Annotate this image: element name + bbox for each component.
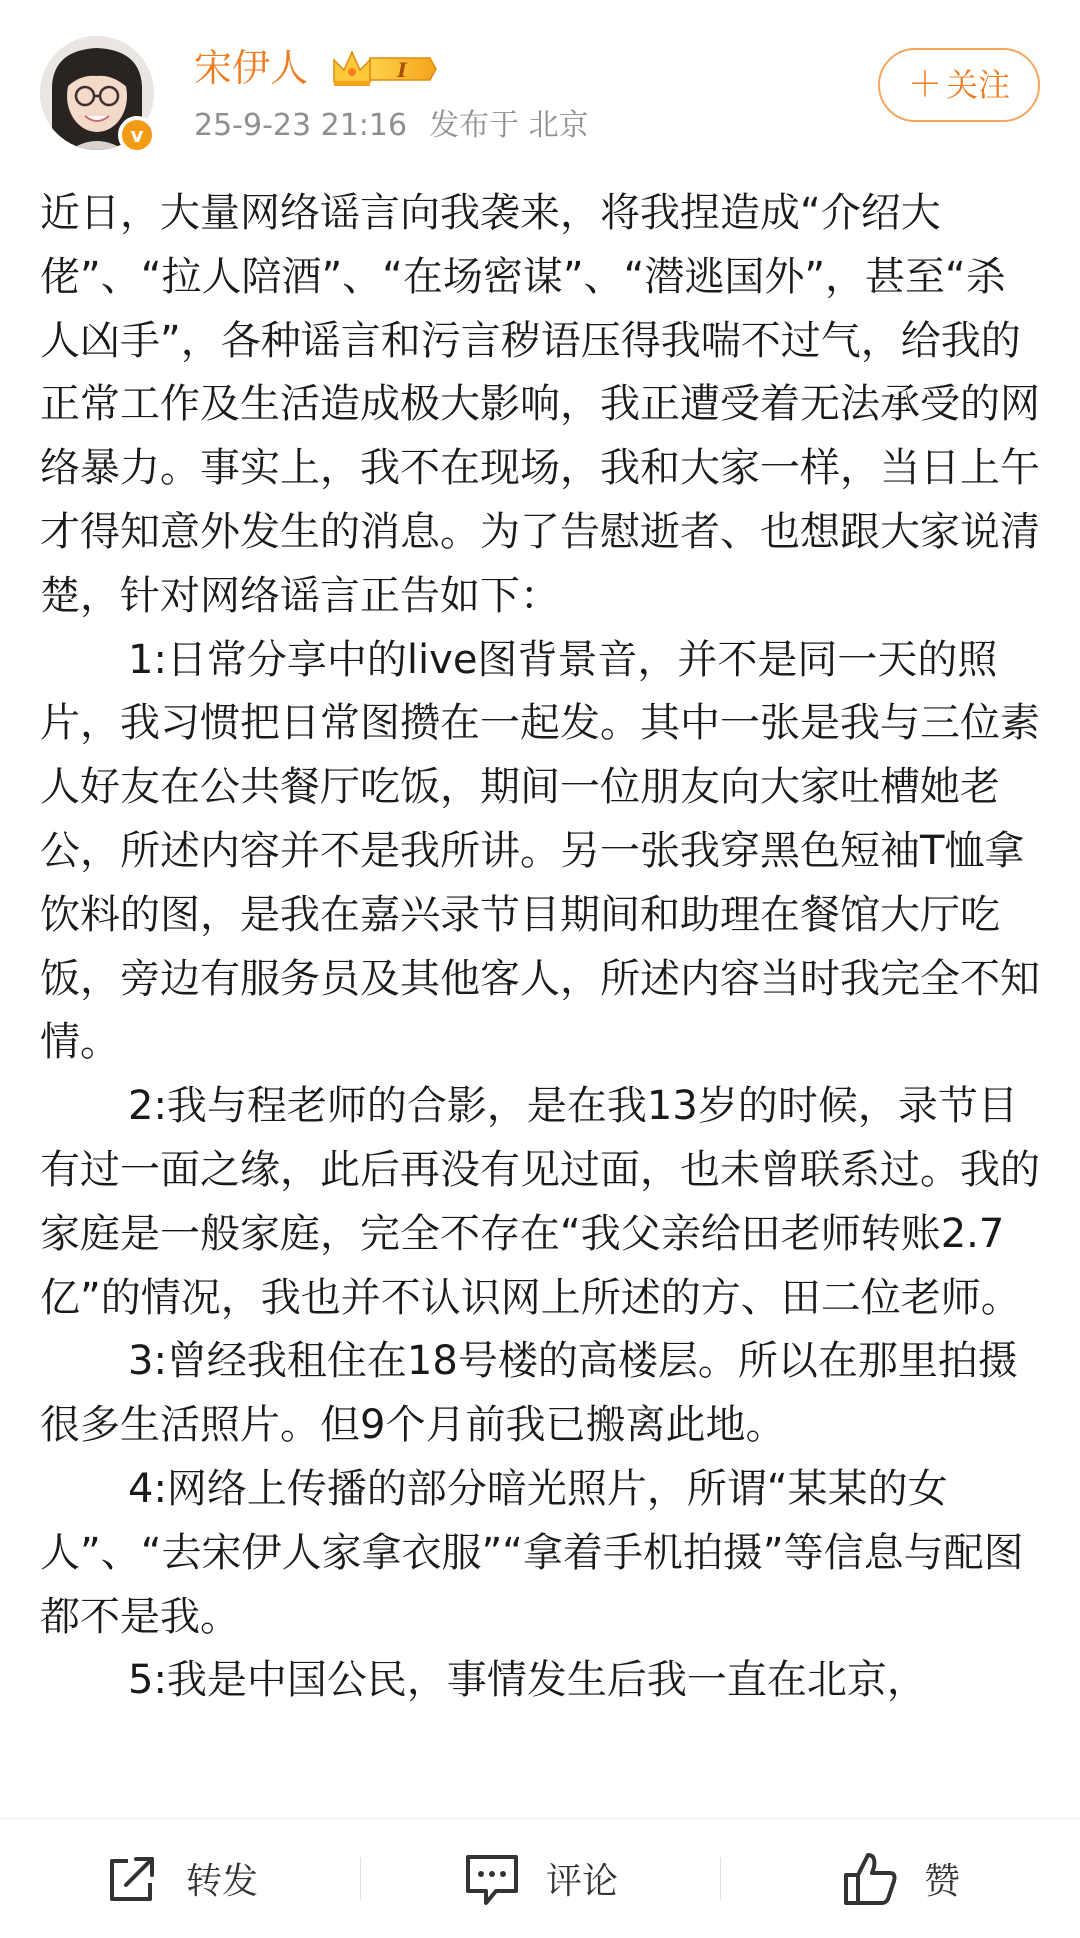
plus-icon: ＋ [907, 65, 942, 105]
verified-icon [118, 116, 156, 154]
repost-button[interactable] [0, 1819, 360, 1938]
follow-button[interactable] [878, 48, 1040, 122]
comment-icon [462, 1849, 522, 1909]
post-paragraph-1: 1:日常分享中的live图背景音，并不是同一天的照片，我习惯把日常图攒在一起发。其中一张是我与三位素人好友在公共餐厅吃饭，期间一位朋友向大家吐槽她老公，所述内容并不是我所讲。另一张我穿黑色短袖T恤拿饮料的图，是我在嘉兴录节目期间和助理在餐馆大厅吃饭，旁边有服务员及其他客人，所述内容当时我完全不知情。 [40, 636, 1040, 1066]
post-paragraph-3: 3:曾经我租住在18号楼的高楼层。所以在那里拍摄很多生活照片。但9个月前我已搬离此地。 [40, 1338, 1018, 1449]
username[interactable]: 宋伊人 [194, 46, 309, 90]
vip-level: I [397, 58, 407, 82]
post-location: 发布于 北京 [429, 108, 589, 143]
action-bar [0, 1818, 1080, 1937]
repost-label: 转发 [185, 1861, 258, 1902]
post-paragraph-4: 4:网络上传播的部分暗光照片，所谓“某某的女人”、“去宋伊人家拿衣服”“拿着手机拍摄”等信息与配图都不是我。 [40, 1465, 1024, 1640]
post-paragraph-2: 2:我与程老师的合影，是在我13岁的时候，录节目有过一面之缘，此后再没有见过面，也未曾联系过。我的家庭是一般家庭，完全不存在“我父亲给田老师转账2.7亿”的情况，我也并不认识网上所述的方、田二位老师。 [40, 1083, 1040, 1321]
post-paragraph-intro: 近日，大量网络谣言向我袭来，将我捏造成“介绍大佬”、“拉人陪酒”、“在场密谋”、“潜逃国外”，甚至“杀人凶手”，各种谣言和污言秽语压得我喘不过气，给我的正常工作及生活造成极大影响，我正遭受着无法承受的网络暴力。事实上，我不在现场，我和大家一样，当日上午才得知意外发生的消息。为了告慰逝者、也想跟大家说清楚，针对网络谣言正告如下： [40, 190, 1040, 619]
post-time: 25-9-23 21:16 [194, 108, 408, 143]
like-label: 赞 [923, 1861, 960, 1902]
post-meta [194, 106, 589, 146]
post-body [40, 182, 1040, 1818]
post-header [0, 0, 1080, 170]
repost-icon [102, 1849, 162, 1909]
comment-button[interactable] [360, 1819, 720, 1938]
comment-label: 评论 [545, 1861, 618, 1902]
follow-label: 关注 [945, 66, 1010, 104]
vip-crown-icon[interactable] [330, 48, 438, 90]
thumbs-up-icon [840, 1849, 900, 1909]
like-button[interactable] [720, 1819, 1080, 1938]
post-paragraph-5: 5:我是中国公民，事情发生后我一直在北京， [128, 1657, 927, 1704]
verified-mark: v [130, 123, 144, 147]
